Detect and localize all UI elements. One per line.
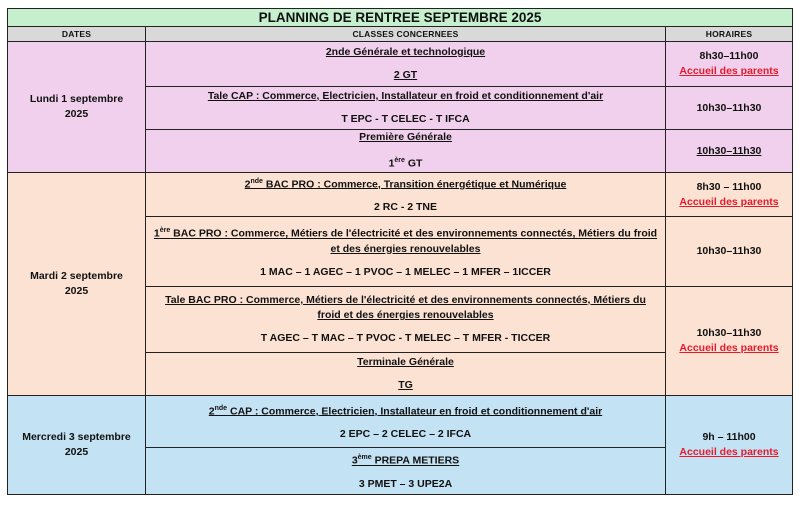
planning-table	[7, 8, 793, 495]
time-1ere-bac-pro	[666, 217, 792, 287]
row-title: 1ère BAC PRO : Commerce, Métiers de l'électricité et des environnements connectés, Métiers du froid et des énergies renouvelables	[153, 227, 658, 255]
row-classes: 2 RC - 2 TNE	[373, 201, 437, 214]
time-2nde-bac-pro	[666, 173, 792, 217]
row-classes: TG	[398, 379, 413, 391]
row-classes: 3 PMET – 3 UPE2A	[358, 477, 453, 490]
day-tuesday-label: Mardi 2 septembre 2025	[30, 270, 123, 297]
time-text: 9h – 11h00	[702, 431, 756, 443]
row-title: 2nde BAC PRO : Commerce, Transition énergétique et Numérique	[244, 177, 567, 191]
parents-note: Accueil des parents	[679, 195, 779, 208]
time-text: 8h30 – 11h00	[696, 180, 762, 193]
header-classes-text: CLASSES CONCERNEES	[352, 28, 459, 39]
day-wednesday	[8, 396, 146, 494]
row-title: Tale CAP : Commerce, Electricien, Installateur en froid et conditionnement d'air	[207, 90, 604, 102]
row-2nde-cap	[146, 396, 666, 448]
header-horaires	[666, 27, 792, 42]
time-text: 10h30–11h30	[696, 101, 762, 114]
row-tale-bac-pro	[146, 287, 666, 353]
row-classes: 2 GT	[393, 69, 418, 81]
day-monday-label: Lundi 1 septembre 2025	[29, 93, 124, 120]
row-terminale-generale	[146, 353, 666, 396]
parents-note: Accueil des parents	[679, 446, 779, 458]
day-wednesday-label: Mercredi 3 septembre 2025	[22, 431, 131, 458]
row-3eme-prepa-metiers	[146, 448, 666, 494]
time-premiere-generale	[666, 130, 792, 173]
row-title: Première Générale	[359, 131, 452, 144]
time-text: 10h30–11h30	[696, 245, 762, 257]
title-text: PLANNING DE RENTREE SEPTEMBRE 2025	[258, 10, 542, 25]
table-title	[8, 9, 792, 27]
row-title: Tale BAC PRO : Commerce, Métiers de l'électricité et des environnements connectés, Métiers du froid et des énergies renouvelables	[165, 294, 646, 321]
header-classes	[146, 27, 666, 42]
row-1ere-bac-pro	[146, 217, 666, 287]
header-dates-text: DATES	[61, 28, 92, 39]
row-classes: 2 EPC – 2 CELEC – 2 IFCA	[339, 428, 472, 441]
header-dates	[8, 27, 146, 42]
row-2nde-gt	[146, 42, 666, 87]
parents-note: Accueil des parents	[679, 65, 779, 77]
row-tale-cap	[146, 87, 666, 130]
time-text: 10h30–11h30	[696, 144, 762, 157]
row-title: 3ème PREPA METIERS	[351, 454, 460, 467]
row-classes: 1ère GT	[388, 157, 423, 170]
time-text: 10h30–11h30	[696, 327, 762, 339]
row-classes: T EPC - T CELEC - T IFCA	[341, 113, 470, 125]
time-wednesday	[666, 396, 792, 494]
header-horaires-text: HORAIRES	[705, 28, 753, 39]
row-title: 2nde Générale et technologique	[325, 46, 486, 58]
day-monday	[8, 42, 146, 173]
row-title: 2nde CAP : Commerce, Electricien, Installateur en froid et conditionnement d'air	[208, 404, 603, 418]
time-tale-cap	[666, 87, 792, 130]
row-title: Terminale Générale	[357, 356, 454, 368]
day-tuesday	[8, 173, 146, 396]
row-2nde-bac-pro	[146, 173, 666, 217]
row-classes: T AGEC – T MAC – T PVOC - T MELEC – T MFER - TICCER	[260, 332, 551, 344]
parents-note: Accueil des parents	[679, 342, 779, 354]
row-premiere-generale	[146, 130, 666, 173]
time-text: 8h30–11h00	[699, 50, 759, 62]
time-tale-bac-pro-terminale	[666, 287, 792, 396]
time-2nde-gt	[666, 42, 792, 87]
row-classes: 1 MAC – 1 AGEC – 1 PVOC – 1 MELEC – 1 MFER – 1ICCER	[260, 265, 551, 278]
